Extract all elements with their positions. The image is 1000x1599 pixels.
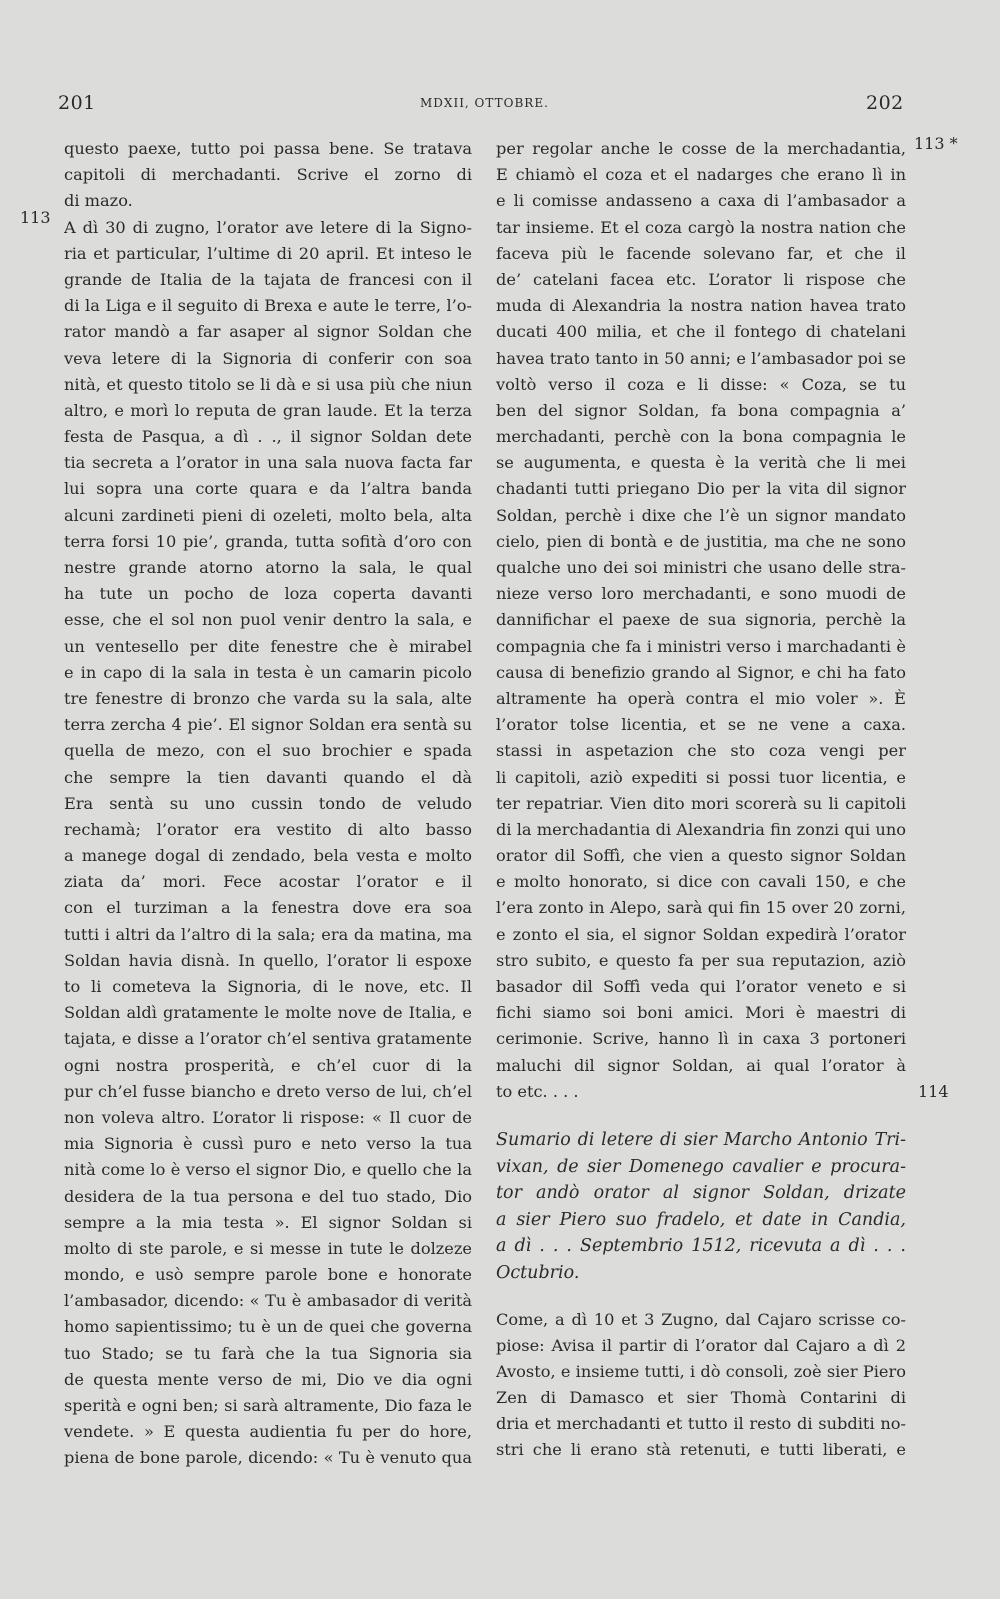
text-line: mia Signoria è cussì puro e neto verso la tua <box>64 1134 472 1154</box>
text-line: stri che li erano stà retenuti, e tutti liberati, e <box>496 1440 906 1460</box>
page-number-left: 201 <box>58 92 96 114</box>
text-line: Come, a dì 10 et 3 Zugno, dal Cajaro scrisse co- <box>496 1309 906 1329</box>
text-line: ducati 400 milia, et che il fontego di chatelani <box>496 322 906 342</box>
text-line: ter repatriar. Vien dito mori scorerà su li capitoli <box>496 793 906 813</box>
section-gap <box>496 1105 906 1127</box>
text-line: Soldan aldì gratamente le molte nove de Italia, e <box>64 1003 472 1023</box>
left-column <box>64 136 472 1472</box>
text-line: molto di ste parole, e si messe in tute le dolzeze <box>64 1238 472 1258</box>
text-line: tia secreta a l’orator in una sala nuova facta far <box>64 453 472 473</box>
text-line: tar insieme. Et el coza cargò la nostra nation che <box>496 217 906 237</box>
right-column <box>496 136 906 1464</box>
text-line: de questa mente verso de mi, Dio ve dia ogni <box>64 1369 472 1389</box>
text-line: stro subito, e questo fa per sua reputazion, aziò <box>496 950 906 970</box>
summary-line: Sumario di letere di sier Marcho Antonio Tri- <box>496 1129 906 1150</box>
text-line: merchadanti, perchè con la bona compagnia le <box>496 427 906 447</box>
text-line: havea trato tanto in 50 anni; e l’ambasador poi se <box>496 348 906 368</box>
text-line: basador dil Soffì veda qui l’orator veneto e si <box>496 977 906 996</box>
text-line: causa di benefizio grando al Signor, e chi ha fato <box>496 662 906 682</box>
margin-number-left: 113 <box>20 208 51 227</box>
text-line: homo sapientissimo; tu è un de quei che governa <box>64 1317 472 1337</box>
text-line: piose: Avisa il partir di l’orator dal Cajaro a dì 2 <box>496 1335 906 1355</box>
text-line: Avosto, e insieme tutti, i dò consoli, zoè sier Piero <box>496 1361 906 1381</box>
text-line: di mazo. <box>64 191 133 211</box>
text-line: desidera de la tua persona e del tuo stado, Dio <box>64 1186 472 1206</box>
right-column-continuation <box>496 1307 906 1464</box>
text-line: E chiamò el coza et el nadarges che erano lì in <box>496 165 906 185</box>
text-line: tuo Stado; se tu farà che la tua Signoria sia <box>64 1343 472 1363</box>
text-line: de’ catelani facea etc. L’orator li rispose che <box>496 269 906 289</box>
text-line: ziata da’ mori. Fece acostar l’orator e il <box>64 872 472 892</box>
text-line: grande de Italia de la tajata de francesi con il <box>64 269 472 289</box>
text-line: a manege dogal di zendado, bela vesta e molto <box>64 846 472 866</box>
text-line: terra zercha 4 pie’. El signor Soldan era sentà su <box>64 715 472 735</box>
text-line: tre fenestre di bronzo che varda su la sala, alte <box>64 688 472 708</box>
text-line: fichi siamo soi boni amici. Mori è maestri di <box>496 1003 906 1023</box>
text-line: veva letere di la Signoria di conferir con soa <box>64 348 472 368</box>
text-line: to li cometeva la Signoria, di le nove, etc. Il <box>64 977 472 996</box>
text-line: A dì 30 di zugno, l’orator ave letere di la Signo- <box>64 217 472 237</box>
text-line: ben del signor Soldan, fa bona compagnia a’ <box>496 400 906 420</box>
text-line: tajata, e disse a l’orator ch’el sentiva gratamente <box>64 1029 472 1049</box>
text-line: quella de mezo, con el suo brochier e spada <box>64 741 472 761</box>
text-line: l’ambasador, dicendo: « Tu è ambasador di verità <box>64 1291 472 1311</box>
text-line: rator mandò a far asaper al signor Soldan che <box>64 322 472 342</box>
text-line: e molto honorato, si dice con cavali 150, e che <box>496 872 906 892</box>
text-line: che sempre la tien davanti quando el dà <box>64 767 472 787</box>
text-line: sempre a la mia testa ». El signor Soldan si <box>64 1212 472 1232</box>
text-line: Zen di Damasco et sier Thomà Contarini di <box>496 1388 906 1408</box>
text-line: nieze verso loro merchadanti, e sono muodi de <box>496 584 906 604</box>
text-line: l’orator tolse licentia, et se ne vene a caxa. <box>496 715 906 735</box>
text-line: l’era zonto in Alepo, sarà qui fin 15 over 20 zorni, <box>496 898 906 918</box>
text-line: li capitoli, aziò expediti si possi tuor licentia, e <box>496 767 906 787</box>
text-line: voltò verso il coza e li disse: « Coza, se tu <box>496 374 906 394</box>
page-header <box>0 92 1000 122</box>
text-line: maluchi dil signor Soldan, ai qual l’orator à <box>496 1055 906 1075</box>
text-line: Soldan havia disnà. In quello, l’orator li espoxe <box>64 950 472 970</box>
text-line: capitoli di merchadanti. Scrive el zorno di <box>64 165 472 185</box>
text-line: se augumenta, e questa è la verità che li mei <box>496 453 906 473</box>
text-line: nità come lo è verso el signor Dio, e quello che la <box>64 1160 472 1180</box>
text-line: e zonto el sia, el signor Soldan expedirà l’orator <box>496 924 906 944</box>
text-line: esse, che el sol non puol venir dentro la sala, e <box>64 610 472 630</box>
text-line: piena de bone parole, dicendo: « Tu è venuto qua <box>64 1448 472 1468</box>
text-line: di la Liga e il seguito di Brexa e aute le terre, l’o- <box>64 296 472 316</box>
text-line: altramente ha operà contra el mio voler ». È <box>496 688 906 708</box>
text-line: tutti i altri da l’altro di la sala; era da matina, ma <box>64 924 472 944</box>
text-line: muda di Alexandria la nostra nation havea trato <box>496 296 906 316</box>
text-line: alcuni zardineti pieni di ozeleti, molto bela, alta <box>64 505 472 525</box>
text-line: festa de Pasqua, a dì . ., il signor Soldan dete <box>64 427 472 447</box>
text-line: rechamà; l’orator era vestito di alto basso <box>64 819 472 839</box>
margin-number-right: 113 * <box>914 134 958 153</box>
text-line: Soldan, perchè i dixe che l’è un signor mandato <box>496 505 906 525</box>
summary-line: Octubrio. <box>496 1262 580 1283</box>
text-line: vendete. » E questa audientia fu per do hore, <box>64 1422 472 1442</box>
text-line: dannifichar el paexe de sua signoria, perchè la <box>496 610 906 630</box>
text-line: pur ch’el fusse biancho e dreto verso de lui, ch’el <box>64 1081 472 1101</box>
text-line: cielo, pien di bontà e de justitia, ma che ne sono <box>496 531 906 551</box>
text-line: ha tute un pocho de loza coperta davanti <box>64 584 472 604</box>
text-line: Era sentà su uno cussin tondo de veludo <box>64 793 472 813</box>
summary-line: tor andò orator al signor Soldan, drizate <box>496 1183 906 1204</box>
margin-number-right-summary: 114 <box>918 1082 949 1101</box>
text-line: chadanti tutti priegano Dio per la vita dil signor <box>496 479 906 499</box>
text-line: mondo, e usò sempre parole bone e honorate <box>64 1265 472 1285</box>
summary-line: vixan, de sier Domenego cavalier e procura- <box>496 1156 906 1177</box>
text-line: un ventesello per dite fenestre che è mirabel <box>64 636 472 656</box>
page-number-right: 202 <box>866 92 904 114</box>
text-line: altro, e morì lo reputa de gran laude. Et la terza <box>64 400 472 420</box>
text-line: qualche uno dei soi ministri che usano delle stra- <box>496 558 906 577</box>
text-line: dria et merchadanti et tutto il resto di subditi no- <box>496 1414 906 1434</box>
text-line: e li comisse andasseno a caxa di l’ambasador a <box>496 191 906 211</box>
summary-line: a sier Piero suo fradelo, et date in Candia, <box>496 1209 906 1230</box>
text-line: nità, et questo titolo se li dà e si usa più che niun <box>64 374 472 394</box>
text-line: lui sopra una corte quara e da l’altra banda <box>64 479 472 499</box>
text-line: faceva più le facende solevano far, et che il <box>496 243 906 263</box>
text-line: di la merchadantia di Alexandria fin zonzi qui uno <box>496 819 906 839</box>
running-title: MDXII, OTTOBRE. <box>420 96 549 110</box>
text-line: questo paexe, tutto poi passa bene. Se tratava <box>64 139 472 158</box>
text-line: compagnia che fa i ministri verso i marchadanti è <box>496 636 906 656</box>
text-line: sperità e ogni ben; si sarà altramente, Dio faza le <box>64 1396 472 1415</box>
text-line: per regolar anche le cosse de la merchadantia, <box>496 139 906 158</box>
text-line: nestre grande atorno atorno la sala, le qual <box>64 558 472 577</box>
letter-summary-heading <box>496 1127 906 1287</box>
text-line: orator dil Soffì, che vien a questo signor Soldan <box>496 846 906 866</box>
text-line: terra forsi 10 pie’, granda, tutta sofità d’oro con <box>64 531 472 551</box>
text-line: to etc. . . . <box>496 1081 579 1101</box>
text-line: e in capo di la sala in testa è un camarin picolo <box>64 662 472 682</box>
text-line: ria et particular, l’ultime di 20 april. Et inteso le <box>64 243 472 263</box>
section-gap <box>496 1287 906 1307</box>
right-column-text <box>496 136 906 1105</box>
text-line: ogni nostra prosperità, e ch’el cuor di la <box>64 1055 472 1075</box>
text-line: non voleva altro. L’orator li rispose: « Il cuor de <box>64 1107 472 1127</box>
text-line: con el turziman a la fenestra dove era soa <box>64 898 472 918</box>
text-line: stassi in aspetazion che sto coza vengi per <box>496 741 906 761</box>
text-line: cerimonie. Scrive, hanno lì in caxa 3 portoneri <box>496 1029 906 1049</box>
summary-line: a dì . . . Septembrio 1512, ricevuta a dì . . . <box>496 1236 906 1257</box>
